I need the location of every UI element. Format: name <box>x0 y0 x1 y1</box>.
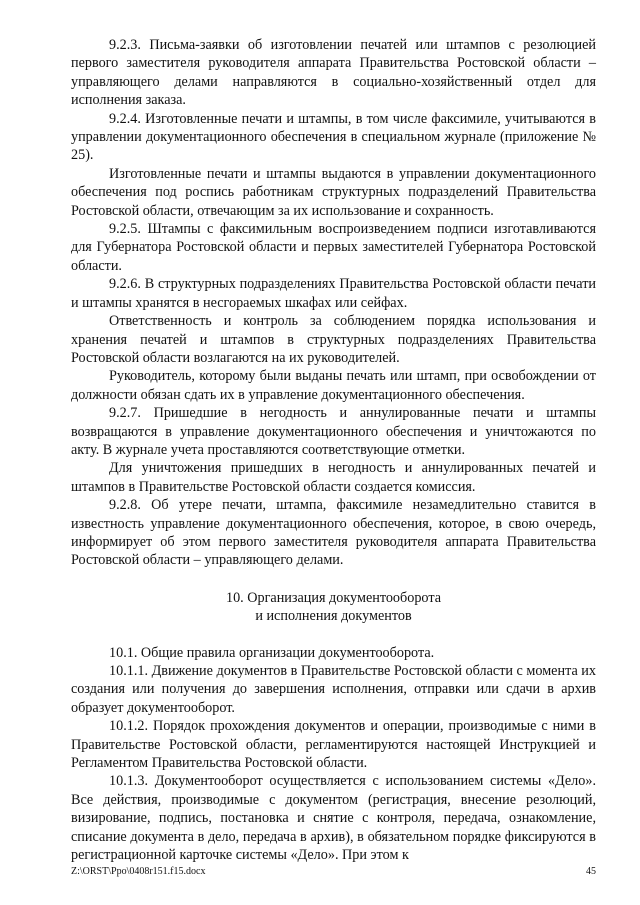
paragraph-return-on-dismissal: Руководитель, которому были выданы печать или штамп, при освобождении от должности обязан сдать их в управление документационного обеспечения. <box>71 368 596 403</box>
page-footer <box>71 866 596 878</box>
paragraph-9-2-6: 9.2.6. В структурных подразделениях Правительства Ростовской области печати и штампы хранятся в несгораемых шкафах или сейфах. <box>71 276 596 311</box>
section-heading <box>71 589 596 626</box>
paragraph-9-2-7: 9.2.7. Пришедшие в негодность и аннулированные печати и штампы возвращаются в управление документационного обеспечения и уничтожаются по акту. В журнале учета проставляются соответствующие отметки. <box>71 405 596 458</box>
bottom-section <box>71 644 596 865</box>
paragraph-10-1: 10.1. Общие правила организации документооборота. <box>109 644 435 661</box>
top-section <box>71 36 596 570</box>
paragraph-9-2-8: 9.2.8. Об утере печати, штампа, факсимиле незамедлительно ставится в известность управление документационного обеспечения, которое, в свою очередь, информирует об этом первого заместителя руководителя аппарата Правительства Ростовской области – управляющего делами. <box>71 497 596 569</box>
footer-page-number: 45 <box>586 866 596 877</box>
footer-file-path: Z:\ORST\Ppo\0408r151.f15.docx <box>71 866 206 877</box>
paragraph-9-2-3: 9.2.3. Письма-заявки об изготовлении печатей или штампов с резолюцией первого заместителя руководителя аппарата Правительства Ростовской области – управляющего делами направляются в социально-хозяйственный отдел для исполнения заказа. <box>71 37 596 109</box>
paragraph-9-2-4: 9.2.4. Изготовленные печати и штампы, в том числе факсимиле, учитываются в управлении документационного обеспечения в специальном журнале (приложение № 25). <box>71 110 596 164</box>
section-heading-line-2: и исполнения документов <box>255 608 412 625</box>
section-heading-line-1: 10. Организация документооборота <box>225 589 442 606</box>
paragraph-10-1-1: 10.1.1. Движение документов в Правительстве Ростовской области с момента их создания или получения до завершения исполнения, отправки или сдачи в архив образует документооборот. <box>71 663 596 716</box>
paragraph-9-2-5: 9.2.5. Штампы с факсимильным воспроизведением подписи изготавливаются для Губернатора Ростовской области и первых заместителей Губернатора Ростовской области. <box>71 221 596 274</box>
paragraph-issuance: Изготовленные печати и штампы выдаются в управлении документационного обеспечения под роспись работникам структурных подразделений Правительства Ростовской области, отвечающим за их использование и сохранность. <box>71 165 596 219</box>
paragraph-10-1-3: 10.1.3. Документооборот осуществляется с использованием системы «Дело». Все действия, производимые с документом (регистрация, внесение резолюций, визирование, подпись, постановка и снятие с контроля, передача, ознакомление, списание документа в дело, передача в архив), в обязательном порядке фиксируются в регистрационной карточке системы «Дело». При этом к <box>71 773 596 864</box>
paragraph-responsibility: Ответственность и контроль за соблюдением порядка использования и хранения печатей и штампов в структурных подразделениях Правительства Ростовской области возлагаются на их руководителей. <box>71 313 596 366</box>
paragraph-10-1-2: 10.1.2. Порядок прохождения документов и операции, производимые с ними в Правительстве Ростовской области, регламентируются настоящей Инструкцией и Регламентом Правительства Ростовской области. <box>71 718 596 772</box>
paragraph-destruction-commission: Для уничтожения пришедших в негодность и аннулированных печатей и штампов в Правительстве Ростовской области создается комиссия. <box>71 460 596 495</box>
